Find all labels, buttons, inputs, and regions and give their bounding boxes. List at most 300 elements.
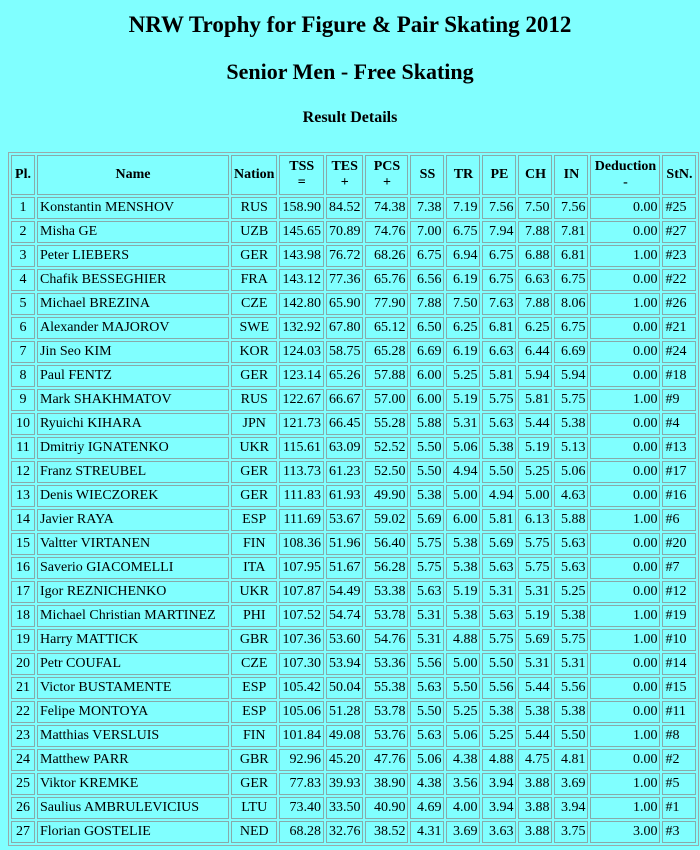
cell-ch: 6.25: [518, 317, 552, 339]
cell-ch: 7.88: [518, 221, 552, 243]
table-row: [11, 485, 696, 507]
cell-tr: 5.25: [446, 701, 480, 723]
cell-tr: 6.00: [446, 509, 480, 531]
cell-name: Saverio GIACOMELLI: [37, 557, 229, 579]
cell-tss: 108.36: [279, 533, 324, 555]
cell-tss: 68.28: [279, 821, 324, 843]
cell-tss: 105.06: [279, 701, 324, 723]
cell-place: 12: [11, 461, 35, 483]
cell-nation: GER: [231, 461, 277, 483]
cell-ch: 5.94: [518, 365, 552, 387]
cell-deduction: 0.00: [590, 533, 660, 555]
cell-name: Peter LIEBERS: [37, 245, 229, 267]
cell-tr: 5.38: [446, 605, 480, 627]
cell-nation: NED: [231, 821, 277, 843]
cell-tes: 84.52: [326, 197, 364, 219]
cell-in: 5.38: [554, 413, 588, 435]
cell-tes: 70.89: [326, 221, 364, 243]
cell-pe: 5.50: [482, 461, 516, 483]
cell-pcs: 65.76: [365, 269, 408, 291]
cell-nation: FRA: [231, 269, 277, 291]
cell-tr: 5.50: [446, 677, 480, 699]
cell-pcs: 57.00: [365, 389, 408, 411]
cell-start-number: #7: [662, 557, 696, 579]
cell-in: 4.63: [554, 485, 588, 507]
cell-deduction: 1.00: [590, 629, 660, 651]
cell-tes: 53.67: [326, 509, 364, 531]
table-row: [11, 605, 696, 627]
cell-ss: 4.69: [410, 797, 444, 819]
cell-start-number: #20: [662, 533, 696, 555]
cell-nation: PHI: [231, 605, 277, 627]
cell-start-number: #16: [662, 485, 696, 507]
cell-nation: RUS: [231, 389, 277, 411]
cell-pe: 5.75: [482, 629, 516, 651]
cell-place: 20: [11, 653, 35, 675]
cell-tes: 50.04: [326, 677, 364, 699]
cell-ss: 5.63: [410, 677, 444, 699]
cell-place: 23: [11, 725, 35, 747]
cell-place: 19: [11, 629, 35, 651]
cell-ch: 4.75: [518, 749, 552, 771]
cell-pcs: 38.52: [365, 821, 408, 843]
cell-pe: 3.94: [482, 773, 516, 795]
cell-tr: 3.56: [446, 773, 480, 795]
cell-pcs: 38.90: [365, 773, 408, 795]
cell-name: Paul FENTZ: [37, 365, 229, 387]
cell-pe: 5.38: [482, 437, 516, 459]
cell-place: 8: [11, 365, 35, 387]
cell-ss: 5.31: [410, 629, 444, 651]
cell-tr: 6.19: [446, 341, 480, 363]
header-row: [11, 155, 696, 195]
cell-nation: JPN: [231, 413, 277, 435]
cell-place: 10: [11, 413, 35, 435]
cell-nation: FIN: [231, 533, 277, 555]
cell-tr: 7.19: [446, 197, 480, 219]
cell-pcs: 53.38: [365, 581, 408, 603]
cell-place: 17: [11, 581, 35, 603]
cell-tss: 107.36: [279, 629, 324, 651]
cell-start-number: #23: [662, 245, 696, 267]
cell-tss: 115.61: [279, 437, 324, 459]
col-header-tes: TES +: [326, 155, 364, 195]
cell-pe: 5.63: [482, 605, 516, 627]
cell-tss: 107.95: [279, 557, 324, 579]
cell-ss: 5.50: [410, 461, 444, 483]
cell-ch: 6.13: [518, 509, 552, 531]
cell-nation: UKR: [231, 437, 277, 459]
cell-tes: 61.23: [326, 461, 364, 483]
cell-ss: 5.38: [410, 485, 444, 507]
cell-tss: 143.98: [279, 245, 324, 267]
cell-deduction: 0.00: [590, 677, 660, 699]
cell-in: 5.75: [554, 629, 588, 651]
cell-pe: 7.63: [482, 293, 516, 315]
cell-nation: UKR: [231, 581, 277, 603]
cell-nation: UZB: [231, 221, 277, 243]
cell-place: 3: [11, 245, 35, 267]
cell-deduction: 1.00: [590, 245, 660, 267]
event-subtitle: Senior Men - Free Skating: [226, 59, 474, 84]
cell-ss: 7.88: [410, 293, 444, 315]
cell-tr: 6.19: [446, 269, 480, 291]
cell-tr: 5.31: [446, 413, 480, 435]
col-header-place: Pl.: [11, 155, 35, 195]
cell-tr: 4.88: [446, 629, 480, 651]
cell-in: 7.81: [554, 221, 588, 243]
table-row: [11, 221, 696, 243]
cell-tr: 5.38: [446, 557, 480, 579]
cell-in: 5.06: [554, 461, 588, 483]
cell-pe: 5.25: [482, 725, 516, 747]
cell-tes: 32.76: [326, 821, 364, 843]
cell-ch: 3.88: [518, 797, 552, 819]
cell-name: Konstantin MENSHOV: [37, 197, 229, 219]
cell-start-number: #9: [662, 389, 696, 411]
cell-place: 26: [11, 797, 35, 819]
table-row: [11, 413, 696, 435]
cell-place: 1: [11, 197, 35, 219]
cell-in: 4.81: [554, 749, 588, 771]
cell-start-number: #6: [662, 509, 696, 531]
cell-tes: 66.67: [326, 389, 364, 411]
cell-tes: 45.20: [326, 749, 364, 771]
cell-name: Petr COUFAL: [37, 653, 229, 675]
col-header-start-number: StN.: [662, 155, 696, 195]
cell-in: 5.63: [554, 557, 588, 579]
cell-ss: 6.00: [410, 389, 444, 411]
cell-ss: 5.63: [410, 581, 444, 603]
cell-start-number: #26: [662, 293, 696, 315]
cell-in: 6.75: [554, 317, 588, 339]
cell-ch: 5.44: [518, 677, 552, 699]
cell-ch: 5.31: [518, 653, 552, 675]
cell-pcs: 57.88: [365, 365, 408, 387]
table-row: [11, 509, 696, 531]
cell-name: Alexander MAJOROV: [37, 317, 229, 339]
cell-ch: 5.81: [518, 389, 552, 411]
cell-tr: 5.06: [446, 725, 480, 747]
cell-deduction: 0.00: [590, 413, 660, 435]
cell-pe: 6.75: [482, 245, 516, 267]
cell-deduction: 0.00: [590, 197, 660, 219]
cell-ss: 6.00: [410, 365, 444, 387]
cell-ss: 5.50: [410, 701, 444, 723]
cell-ch: 7.50: [518, 197, 552, 219]
cell-pe: 3.94: [482, 797, 516, 819]
cell-start-number: #21: [662, 317, 696, 339]
cell-ss: 7.38: [410, 197, 444, 219]
cell-tss: 132.92: [279, 317, 324, 339]
cell-name: Matthias VERSLUIS: [37, 725, 229, 747]
cell-start-number: #3: [662, 821, 696, 843]
cell-start-number: #14: [662, 653, 696, 675]
cell-deduction: 0.00: [590, 365, 660, 387]
cell-ss: 5.50: [410, 437, 444, 459]
cell-ch: 5.75: [518, 533, 552, 555]
cell-tss: 124.03: [279, 341, 324, 363]
col-header-ch: CH: [518, 155, 552, 195]
cell-name: Dmitriy IGNATENKO: [37, 437, 229, 459]
cell-deduction: 1.00: [590, 773, 660, 795]
cell-ch: 5.38: [518, 701, 552, 723]
table-row: [11, 797, 696, 819]
cell-pe: 7.56: [482, 197, 516, 219]
cell-pcs: 47.76: [365, 749, 408, 771]
cell-start-number: #17: [662, 461, 696, 483]
cell-nation: LTU: [231, 797, 277, 819]
cell-pe: 4.88: [482, 749, 516, 771]
cell-pe: 5.50: [482, 653, 516, 675]
col-header-ss: SS: [410, 155, 444, 195]
cell-tr: 7.50: [446, 293, 480, 315]
cell-pcs: 54.76: [365, 629, 408, 651]
cell-name: Felipe MONTOYA: [37, 701, 229, 723]
cell-start-number: #19: [662, 605, 696, 627]
cell-tes: 51.28: [326, 701, 364, 723]
cell-start-number: #22: [662, 269, 696, 291]
cell-tes: 65.26: [326, 365, 364, 387]
table-row: [11, 701, 696, 723]
cell-nation: ITA: [231, 557, 277, 579]
cell-name: Florian GOSTELIE: [37, 821, 229, 843]
table-row: [11, 821, 696, 843]
cell-pcs: 77.90: [365, 293, 408, 315]
cell-pe: 5.69: [482, 533, 516, 555]
cell-in: 5.56: [554, 677, 588, 699]
cell-ss: 7.00: [410, 221, 444, 243]
cell-start-number: #13: [662, 437, 696, 459]
col-header-tss: TSS =: [279, 155, 324, 195]
cell-in: 3.94: [554, 797, 588, 819]
cell-deduction: 0.00: [590, 749, 660, 771]
cell-pcs: 68.26: [365, 245, 408, 267]
cell-ch: 5.19: [518, 605, 552, 627]
cell-tes: 39.93: [326, 773, 364, 795]
cell-place: 13: [11, 485, 35, 507]
cell-start-number: #24: [662, 341, 696, 363]
cell-deduction: 1.00: [590, 797, 660, 819]
cell-tss: 111.69: [279, 509, 324, 531]
cell-pe: 5.81: [482, 365, 516, 387]
cell-in: 5.31: [554, 653, 588, 675]
table-row: [11, 557, 696, 579]
cell-in: 6.81: [554, 245, 588, 267]
cell-start-number: #10: [662, 629, 696, 651]
cell-tss: 143.12: [279, 269, 324, 291]
cell-ch: 3.88: [518, 821, 552, 843]
table-row: [11, 533, 696, 555]
cell-place: 4: [11, 269, 35, 291]
cell-nation: ESP: [231, 677, 277, 699]
cell-ch: 5.00: [518, 485, 552, 507]
cell-ss: 5.31: [410, 605, 444, 627]
cell-tes: 51.96: [326, 533, 364, 555]
cell-pcs: 55.28: [365, 413, 408, 435]
cell-deduction: 1.00: [590, 389, 660, 411]
cell-nation: GER: [231, 485, 277, 507]
col-header-tr: TR: [446, 155, 480, 195]
cell-tes: 67.80: [326, 317, 364, 339]
cell-pe: 5.75: [482, 389, 516, 411]
cell-pcs: 53.78: [365, 701, 408, 723]
cell-name: Viktor KREMKE: [37, 773, 229, 795]
cell-pcs: 59.02: [365, 509, 408, 531]
cell-tss: 107.30: [279, 653, 324, 675]
page-title: NRW Trophy for Figure & Pair Skating 2012: [128, 12, 572, 37]
cell-in: 5.38: [554, 701, 588, 723]
cell-start-number: #15: [662, 677, 696, 699]
cell-name: Franz STREUBEL: [37, 461, 229, 483]
cell-place: 25: [11, 773, 35, 795]
cell-deduction: 0.00: [590, 701, 660, 723]
cell-in: 5.75: [554, 389, 588, 411]
cell-pcs: 74.76: [365, 221, 408, 243]
cell-tr: 5.19: [446, 581, 480, 603]
cell-tes: 53.60: [326, 629, 364, 651]
table-row: [11, 677, 696, 699]
cell-pcs: 65.28: [365, 341, 408, 363]
cell-ss: 4.31: [410, 821, 444, 843]
cell-tr: 4.94: [446, 461, 480, 483]
cell-ss: 6.56: [410, 269, 444, 291]
cell-tss: 142.80: [279, 293, 324, 315]
cell-start-number: #25: [662, 197, 696, 219]
cell-start-number: #27: [662, 221, 696, 243]
cell-place: 2: [11, 221, 35, 243]
cell-ch: 5.19: [518, 437, 552, 459]
cell-pe: 5.31: [482, 581, 516, 603]
cell-tr: 5.38: [446, 533, 480, 555]
cell-name: Harry MATTICK: [37, 629, 229, 651]
cell-ss: 5.63: [410, 725, 444, 747]
cell-place: 27: [11, 821, 35, 843]
cell-tss: 105.42: [279, 677, 324, 699]
cell-tss: 113.73: [279, 461, 324, 483]
cell-ch: 3.88: [518, 773, 552, 795]
cell-pe: 5.63: [482, 557, 516, 579]
cell-pcs: 40.90: [365, 797, 408, 819]
cell-tes: 65.90: [326, 293, 364, 315]
cell-nation: ESP: [231, 509, 277, 531]
cell-tes: 51.67: [326, 557, 364, 579]
cell-name: Denis WIECZOREK: [37, 485, 229, 507]
cell-in: 5.63: [554, 533, 588, 555]
cell-place: 11: [11, 437, 35, 459]
table-row: [11, 461, 696, 483]
cell-pcs: 74.38: [365, 197, 408, 219]
cell-tr: 6.25: [446, 317, 480, 339]
cell-deduction: 0.00: [590, 221, 660, 243]
cell-name: Victor BUSTAMENTE: [37, 677, 229, 699]
cell-ch: 6.44: [518, 341, 552, 363]
cell-ss: 5.56: [410, 653, 444, 675]
cell-deduction: 0.00: [590, 653, 660, 675]
table-row: [11, 437, 696, 459]
cell-pe: 5.38: [482, 701, 516, 723]
cell-deduction: 0.00: [590, 485, 660, 507]
cell-ch: 5.44: [518, 725, 552, 747]
cell-name: Igor REZNICHENKO: [37, 581, 229, 603]
cell-tes: 54.49: [326, 581, 364, 603]
cell-in: 5.38: [554, 605, 588, 627]
cell-name: Michael Christian MARTINEZ: [37, 605, 229, 627]
cell-ss: 5.06: [410, 749, 444, 771]
cell-pcs: 65.12: [365, 317, 408, 339]
cell-place: 9: [11, 389, 35, 411]
cell-in: 5.25: [554, 581, 588, 603]
cell-pcs: 53.76: [365, 725, 408, 747]
cell-tes: 76.72: [326, 245, 364, 267]
cell-tss: 158.90: [279, 197, 324, 219]
cell-name: Chafik BESSEGHIER: [37, 269, 229, 291]
col-header-pe: PE: [482, 155, 516, 195]
cell-pe: 6.75: [482, 269, 516, 291]
cell-deduction: 0.00: [590, 269, 660, 291]
cell-start-number: #5: [662, 773, 696, 795]
cell-tr: 3.69: [446, 821, 480, 843]
cell-nation: GER: [231, 773, 277, 795]
cell-pe: 5.81: [482, 509, 516, 531]
cell-tss: 107.87: [279, 581, 324, 603]
table-row: [11, 629, 696, 651]
cell-in: 5.50: [554, 725, 588, 747]
cell-ch: 5.25: [518, 461, 552, 483]
cell-tes: 63.09: [326, 437, 364, 459]
table-row: [11, 749, 696, 771]
cell-place: 18: [11, 605, 35, 627]
table-row: [11, 197, 696, 219]
cell-name: Ryuichi KIHARA: [37, 413, 229, 435]
cell-tr: 6.94: [446, 245, 480, 267]
cell-place: 7: [11, 341, 35, 363]
table-row: [11, 653, 696, 675]
cell-nation: FIN: [231, 725, 277, 747]
cell-place: 21: [11, 677, 35, 699]
cell-tes: 53.94: [326, 653, 364, 675]
cell-ss: 6.75: [410, 245, 444, 267]
cell-ch: 5.31: [518, 581, 552, 603]
cell-name: Valtter VIRTANEN: [37, 533, 229, 555]
cell-pe: 6.63: [482, 341, 516, 363]
cell-tss: 73.40: [279, 797, 324, 819]
cell-ss: 5.75: [410, 533, 444, 555]
col-header-nation: Nation: [231, 155, 277, 195]
col-header-deduction: Deduction -: [590, 155, 660, 195]
cell-name: Javier RAYA: [37, 509, 229, 531]
cell-pe: 5.63: [482, 413, 516, 435]
cell-in: 5.94: [554, 365, 588, 387]
cell-ch: 5.69: [518, 629, 552, 651]
cell-ss: 6.69: [410, 341, 444, 363]
cell-pe: 5.56: [482, 677, 516, 699]
cell-nation: RUS: [231, 197, 277, 219]
cell-start-number: #12: [662, 581, 696, 603]
cell-in: 5.88: [554, 509, 588, 531]
cell-place: 14: [11, 509, 35, 531]
cell-ch: 7.88: [518, 293, 552, 315]
cell-place: 16: [11, 557, 35, 579]
cell-deduction: 0.00: [590, 317, 660, 339]
cell-nation: GBR: [231, 629, 277, 651]
cell-start-number: #2: [662, 749, 696, 771]
cell-nation: CZE: [231, 653, 277, 675]
table-row: [11, 341, 696, 363]
cell-name: Saulius AMBRULEVICIUS: [37, 797, 229, 819]
cell-tr: 4.38: [446, 749, 480, 771]
cell-nation: CZE: [231, 293, 277, 315]
